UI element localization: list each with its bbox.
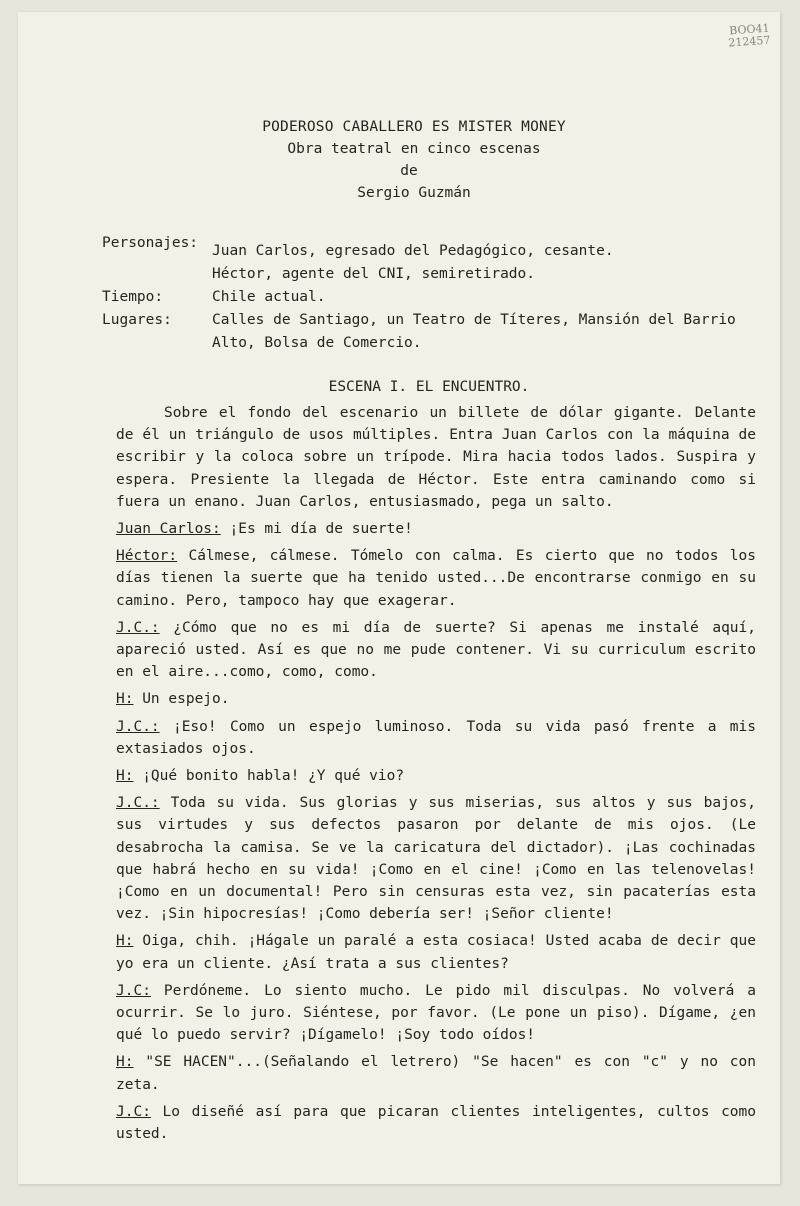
script-body [116,402,756,1150]
dialogue-text: "SE HACEN"...(Señalando el letrero) "Se hacen" es con "c" y no con zeta. [116,1054,756,1093]
dialogue-line [116,716,756,760]
document-page [18,12,780,1184]
scene-heading: ESCENA I. EL ENCUENTRO. [328,379,530,395]
dialogue-line [116,1101,756,1145]
dialogue-line [116,980,756,1047]
stage-direction: Sobre el fondo del escenario un billete de dólar gigante. Delante de él un triángulo de usos múltiples. Entra Juan Carlos con la máquina de escribir y la coloca sobre un trípode. Mira hacia todos lados. Suspira y espera. Presiente la llegada de Héctor. Este entra caminando como si fuera un enano. Juan Carlos, entusiasmado, pega un salto. [116,405,756,510]
personaje-2: Héctor, agente del CNI, semiretirado. [212,266,536,282]
archive-handwritten-note [727,23,771,50]
title-connector: de [400,163,418,179]
personaje-1: Juan Carlos, egresado del Pedagógico, cesante. [212,243,614,259]
speaker-name: J.C: [116,1103,151,1120]
dialogue-text: ¡Qué bonito habla! ¿Y qué vio? [133,768,405,785]
tiempo-value: Chile actual. [212,289,326,305]
personajes-label: Personajes: [102,235,199,251]
dialogue-line [116,688,756,710]
speaker-name: J.C: [116,982,151,999]
dialogue-line [116,765,756,787]
personajes-row [102,235,742,263]
archive-note-line-2: 212457 [727,33,771,50]
personajes-row-2 [102,263,742,286]
speaker-name: H: [116,1054,134,1071]
speaker-name: H: [116,691,134,708]
lugares-label: Lugares: [102,312,172,328]
speaker-name: Juan Carlos: [116,521,221,538]
dialogue-line [116,792,756,925]
dialogue-line [116,545,756,612]
play-metadata [102,235,742,355]
tiempo-label: Tiempo: [102,289,164,305]
play-subtitle: Obra teatral en cinco escenas [287,141,541,157]
dialogue-text: Cálmese, cálmese. Tómelo con calma. Es cierto que no todos los días tienen la suerte que ha tenido usted...De encontrarse conmigo en su camino. Pero, tampoco hay que exagerar. [116,548,756,609]
play-author: Sergio Guzmán [357,185,471,201]
speaker-name: J.C.: [116,619,160,636]
dialogue-text: ¡Es mi día de suerte! [220,521,413,538]
dialogue-text: ¿Cómo que no es mi día de suerte? Si apenas me instalé aquí, apareció usted. Así es que no me pude contener. Vi su curriculum escrito en el aire...como, como, como. [116,619,756,681]
play-title: PODEROSO CABALLERO ES MISTER MONEY [262,119,566,135]
dialogue-line [116,617,756,684]
lugares-value: Calles de Santiago, un Teatro de Títeres, Mansión del Barrio Alto, Bolsa de Comercio. [212,312,736,351]
speaker-name: J.C.: [116,795,160,812]
lugares-row [102,309,742,355]
dialogue-line [116,1051,756,1095]
dialogue-text: Un espejo. [133,691,230,708]
dialogue-text: Oiga, chih. ¡Hágale un paralé a esta cosiaca! Usted acaba de decir que yo era un cliente. ¿Así trata a sus clientes? [116,933,756,972]
speaker-name: H: [116,768,134,785]
title-block [18,116,780,204]
dialogue-line [116,518,756,540]
dialogue-text: Toda su vida. Sus glorias y sus miserias, sus altos y sus bajos, sus virtudes y sus defectos pasaron por delante de mis ojos. (Le desabrocha la camisa. Se ve la caricatura del dictador). ¡Las cochinadas que habrá hecho en su vida! ¡Como en el cine! ¡Como en las telenovelas! ¡Como en un documental! Pero sin censuras esta vez, sin pacaterías esta vez. ¡Sin hipocresías! ¡Como debería ser! ¡Señor cliente! [116,795,756,923]
dialogue-text: Perdóneme. Lo siento mucho. Le pido mil disculpas. No volverá a ocurrir. Se lo juro. Siéntese, por favor. (Le pone un piso). Dígame, ¿en qué lo puedo servir? ¡Dígamelo! ¡Soy todo oídos! [116,982,756,1044]
tiempo-row [102,286,742,309]
speaker-name: J.C.: [116,718,160,735]
dialogue-line [116,930,756,974]
speaker-name: H: [116,933,134,950]
dialogue-text: Lo diseñé así para que picaran clientes inteligentes, cultos como usted. [116,1103,756,1143]
speaker-name: Héctor: [116,548,178,565]
dialogue-text: ¡Eso! Como un espejo luminoso. Toda su vida pasó frente a mis extasiados ojos. [116,718,756,757]
archive-note-line-1: BOO41 [728,21,770,38]
